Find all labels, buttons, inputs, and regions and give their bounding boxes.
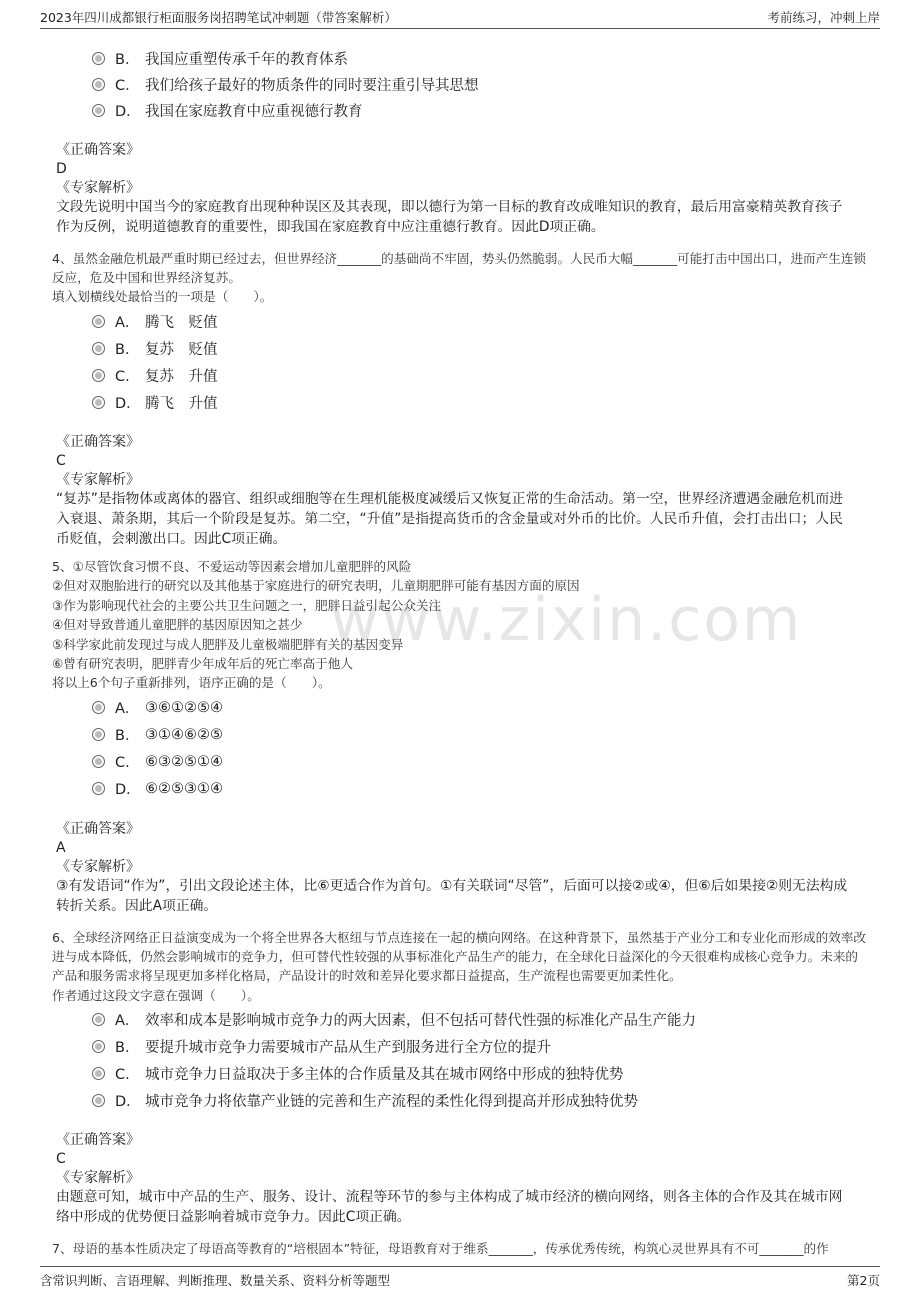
option-d[interactable]: D． 腾飞 升值 <box>92 392 218 413</box>
option-c[interactable]: C． 城市竞争力日益取决于多主体的合作质量及其在城市网络中形成的独特优势 <box>92 1063 624 1084</box>
option-a[interactable]: A． 腾飞 贬值 <box>92 311 218 332</box>
radio-icon[interactable] <box>92 104 105 117</box>
option-b[interactable]: B． ③①④⑥②⑤ <box>92 724 223 745</box>
answer-label: 《正确答案》 <box>56 821 140 837</box>
radio-icon[interactable] <box>92 369 105 382</box>
radio-icon[interactable] <box>92 1013 105 1026</box>
header-slogan: 考前练习，冲刺上岸 <box>767 10 880 25</box>
option-b[interactable]: B． 复苏 贬值 <box>92 338 218 359</box>
radio-icon[interactable] <box>92 78 105 91</box>
option-a[interactable]: A． ③⑥①②⑤④ <box>92 697 223 718</box>
answer-value: C <box>56 1151 66 1167</box>
question-prompt: 填入划横线处最恰当的一项是（ ）。 <box>52 289 273 304</box>
option-a[interactable]: A． 效率和成本是影响城市竞争力的两大因素，但不包括可替代性强的标准化产品生产能力 <box>92 1009 696 1030</box>
footer-note: 含常识判断、言语理解、判断推理、数量关系、资料分析等题型 <box>40 1273 391 1288</box>
radio-icon[interactable] <box>92 396 105 409</box>
option-c[interactable]: C． 复苏 升值 <box>92 365 218 386</box>
analysis-text: “复苏”是指物体或离体的器官、组织或细胞等在生理机能极度减缓后又恢复正常的生命活动。第一空，世界经济遭遇金融危机而进入衰退、萧条期，其后一个阶段是复苏。第二空，“升值”是指提高货币的含金量或对外币的比价。人民币升值，会打击出口；人民币贬值，会刺激出口。因此C项正确。 <box>56 491 843 547</box>
page-number: 第2页 <box>847 1273 880 1288</box>
analysis-label: 《专家解析》 <box>56 472 140 488</box>
option-d[interactable]: D． 我国在家庭教育中应重视德行教育 <box>92 100 363 121</box>
analysis-text: 由题意可知，城市中产品的生产、服务、设计、流程等环节的参与主体构成了城市经济的横向网络，则各主体的合作及其在城市网络中形成的优势便日益影响着城市竞争力。因此C项正确。 <box>56 1189 843 1225</box>
radio-icon[interactable] <box>92 701 105 714</box>
radio-icon[interactable] <box>92 52 105 65</box>
option-c[interactable]: C． ⑥③②⑤①④ <box>92 751 223 772</box>
watermark: www.zixin.com <box>330 585 803 655</box>
radio-icon[interactable] <box>92 342 105 355</box>
page-footer <box>40 1266 880 1289</box>
answer-label: 《正确答案》 <box>56 434 140 450</box>
document-title: 2023年四川成都银行柜面服务岗招聘笔试冲刺题（带答案解析） <box>40 10 397 25</box>
question-prompt: 作者通过这段文字意在强调（ ）。 <box>52 988 260 1003</box>
radio-icon[interactable] <box>92 315 105 328</box>
option-d[interactable]: D． 城市竞争力将依靠产业链的完善和生产流程的柔性化得到提高并形成独特优势 <box>92 1090 638 1111</box>
answer-value: A <box>56 840 66 856</box>
question-stem: 6、全球经济网络正日益演变成为一个将全世界各大枢纽与节点连接在一起的横向网络。在这种背景下，虽然基于产业分工和专业化而形成的效率改进与成本降低，仍然会影响城市的竞争力，但可替代性较强的从事标准化产品生产的能力，在全球化日益深化的今天很难构成核心竞争力。未来的产品和服务需求将呈现更加多样化格局，产品设计的时效和差异化要求都日益提高，生产流程也需要更加柔性化。 <box>52 930 867 983</box>
radio-icon[interactable] <box>92 1040 105 1053</box>
analysis-text: 文段先说明中国当今的家庭教育出现种种误区及其表现，即以德行为第一目标的教育改成唯知识的教育，最后用富豪精英教育孩子作为反例，说明道德教育的重要性，即我国在家庭教育中应注重德行教育。因此D项正确。 <box>56 199 843 235</box>
option-b[interactable]: B． 我国应重塑传承千年的教育体系 <box>92 48 348 69</box>
radio-icon[interactable] <box>92 728 105 741</box>
analysis-label: 《专家解析》 <box>56 1170 140 1186</box>
answer-label: 《正确答案》 <box>56 1132 140 1148</box>
answer-value: C <box>56 453 66 469</box>
option-c[interactable]: C． 我们给孩子最好的物质条件的同时要注重引导其思想 <box>92 74 479 95</box>
option-b[interactable]: B． 要提升城市竞争力需要城市产品从生产到服务进行全方位的提升 <box>92 1036 551 1057</box>
radio-icon[interactable] <box>92 782 105 795</box>
question-stem: 7、母语的基本性质决定了母语高等教育的“培根固本”特征，母语教育对于维系_______，传承优秀传统，构筑心灵世界具有不可_______的作 <box>52 1241 829 1256</box>
option-d[interactable]: D． ⑥②⑤③①④ <box>92 778 223 799</box>
question-stem: 5、①尽管饮食习惯不良、不爱运动等因素会增加儿童肥胖的风险 ②但对双胞胎进行的研究以及其他基于家庭进行的研究表明，儿童期肥胖可能有基因方面的原因 ③作为影响现代社会的主要公共卫生问题之一，肥胖日益引起公众关注 ④但对导致普通儿童肥胖的基因原因知之甚少 ⑤科学家此前发现过与成人肥胖及儿童极端肥胖有关的基因变异 ⑥曾有研究表明，肥胖青少年成年后的死亡率高于他人 将以上6个句子重新排列，语序正确的是（ ）。 <box>52 559 580 691</box>
radio-icon[interactable] <box>92 755 105 768</box>
radio-icon[interactable] <box>92 1067 105 1080</box>
analysis-label: 《专家解析》 <box>56 859 140 875</box>
analysis-label: 《专家解析》 <box>56 180 140 196</box>
radio-icon[interactable] <box>92 1094 105 1107</box>
question-stem: 4、虽然金融危机最严重时期已经过去，但世界经济_______的基础尚不牢固，势头仍然脆弱。人民币大幅_______可能打击中国出口，进而产生连锁反应，危及中国和世界经济复苏。 <box>52 251 867 285</box>
analysis-text: ③有发语词“作为”，引出文段论述主体，比⑥更适合作为首句。①有关联词“尽管”，后面可以接②或④，但⑥后如果接②则无法构成转折关系。因此A项正确。 <box>56 878 848 914</box>
answer-label: 《正确答案》 <box>56 142 140 158</box>
page-header <box>40 8 880 29</box>
answer-value: D <box>56 161 67 177</box>
